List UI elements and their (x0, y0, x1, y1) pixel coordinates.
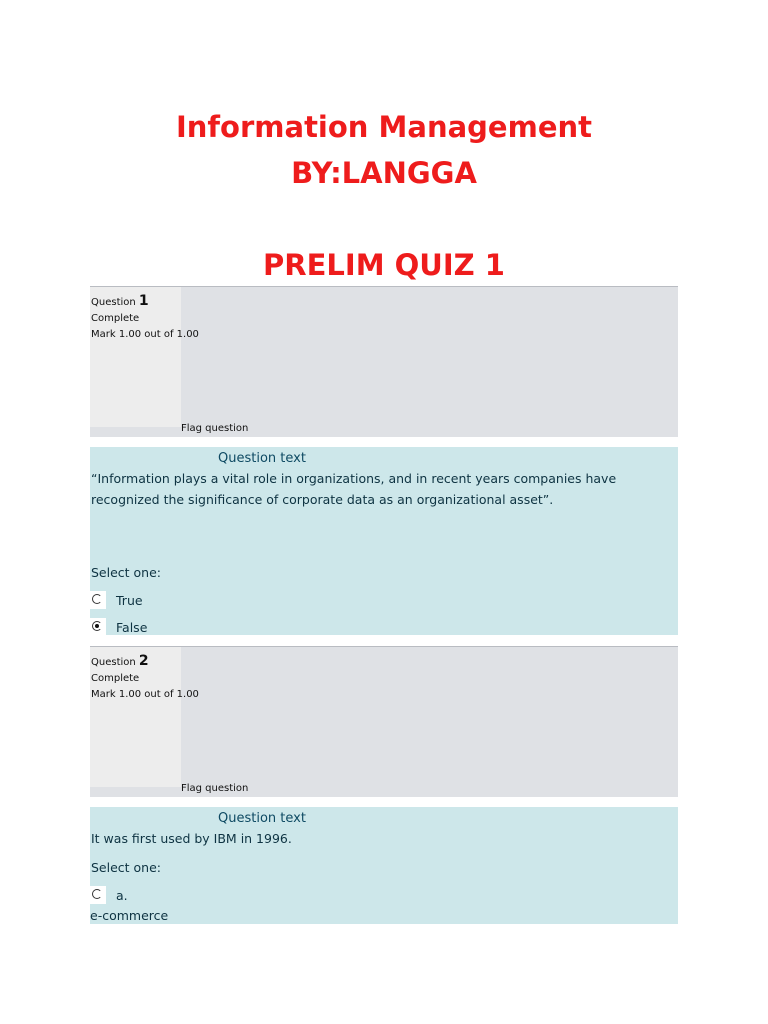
select-one-label: Select one: (91, 860, 162, 875)
radio-button[interactable] (90, 886, 106, 904)
radio-button-checked[interactable] (90, 618, 106, 636)
document-author: BY:LANGGA (291, 156, 477, 190)
question-number: 2 (138, 653, 149, 669)
question-label: Question (91, 657, 136, 668)
flag-question-link[interactable]: Flag question (181, 783, 249, 794)
radio-button[interactable] (90, 591, 106, 609)
question-info-1 (90, 286, 678, 437)
option-label: a. (116, 888, 128, 903)
question-text: It was first used by IBM in 1996. (91, 831, 292, 846)
question-info-2 (90, 646, 678, 797)
flag-question-link[interactable]: Flag question (181, 423, 249, 434)
question-label: Question (91, 297, 136, 308)
question-status: Complete (91, 313, 140, 324)
select-one-label: Select one: (91, 565, 162, 580)
question-number: 1 (138, 293, 149, 309)
question-text-block-1 (90, 447, 678, 635)
question-mark: Mark 1.00 out of 1.00 (91, 329, 199, 340)
question-text-block-2 (90, 807, 678, 924)
option-label: True (116, 593, 143, 608)
question-text-heading: Question text (218, 451, 306, 466)
quiz-title: PRELIM QUIZ 1 (263, 248, 505, 282)
question-text-heading: Question text (218, 811, 306, 826)
question-text: “Information plays a vital role in organizations, and in recent years companies have recognized the significance of corporate data as an organizational asset”. (91, 471, 617, 507)
document-title: Information Management (176, 110, 592, 144)
question-status: Complete (91, 673, 140, 684)
option-label: False (116, 620, 148, 635)
question-mark: Mark 1.00 out of 1.00 (91, 689, 199, 700)
option-a-text: e-commerce (90, 908, 169, 923)
